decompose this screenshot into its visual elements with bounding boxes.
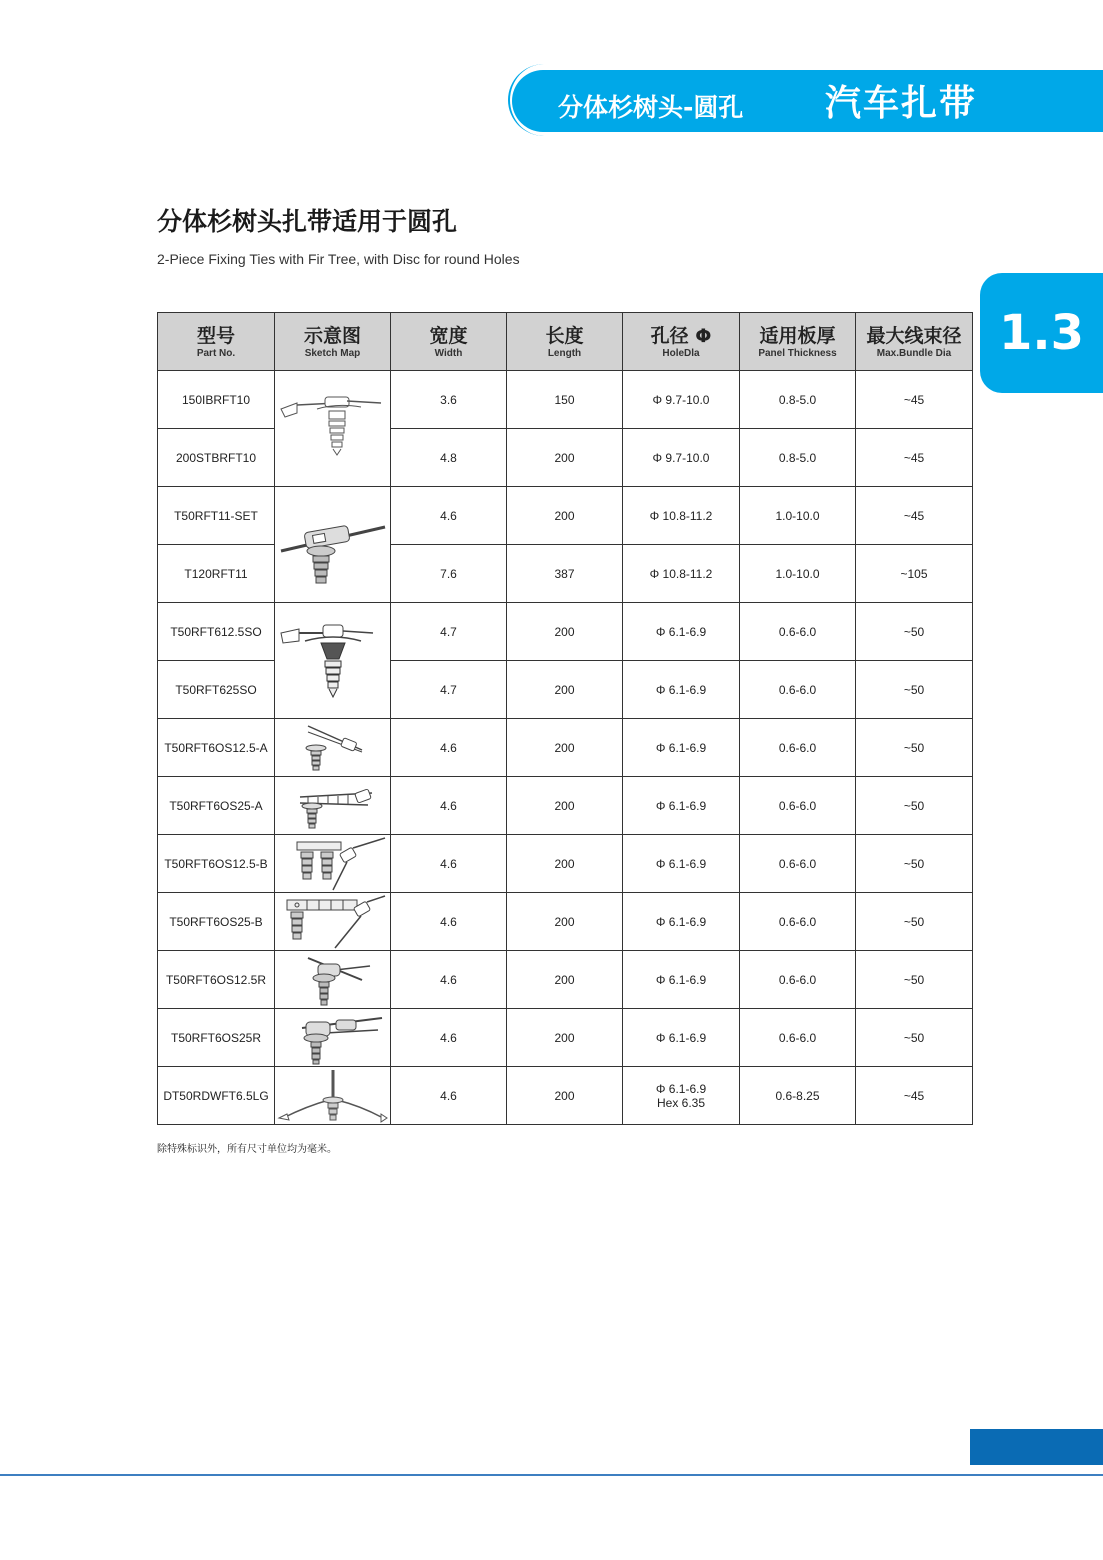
hole-dia-cell: Φ 6.1-6.9 <box>623 777 740 835</box>
length-cell: 200 <box>507 603 623 661</box>
part-no-cell: T50RFT625SO <box>158 661 275 719</box>
table-row <box>158 893 973 951</box>
length-cell: 200 <box>507 951 623 1009</box>
length-cell: 200 <box>507 835 623 893</box>
chapter-tab: 1.3 <box>980 273 1103 393</box>
hole-dia-cell: Φ 9.7-10.0 <box>623 371 740 429</box>
part-no-cell: T50RFT612.5SO <box>158 603 275 661</box>
bundle-dia-cell: ~45 <box>856 1067 973 1125</box>
bundle-dia-cell: ~45 <box>856 371 973 429</box>
length-cell: 150 <box>507 371 623 429</box>
panel-thickness-cell: 0.6-6.0 <box>740 1009 856 1067</box>
panel-thickness-cell: 0.6-6.0 <box>740 777 856 835</box>
hole-dia-cell: Φ 6.1-6.9 <box>623 1009 740 1067</box>
sketch-cell <box>275 951 391 1009</box>
panel-thickness-cell: 0.8-5.0 <box>740 429 856 487</box>
hole-dia-cell: Φ 6.1-6.9 <box>623 951 740 1009</box>
width-cell: 4.8 <box>391 429 507 487</box>
page-subtitle: 2-Piece Fixing Ties with Fir Tree, with Disc for round Holes <box>157 251 520 267</box>
hole-dia-cell: Φ 6.1-6.9 <box>623 893 740 951</box>
table-row <box>158 951 973 1009</box>
tie-sketch-image <box>277 836 389 892</box>
table-row <box>158 487 973 545</box>
panel-thickness-cell: 0.6-6.0 <box>740 719 856 777</box>
part-no-cell: T50RFT6OS25-B <box>158 893 275 951</box>
hole-hex-value: Hex 6.35 <box>656 1095 706 1110</box>
hole-dia-cell: Φ 10.8-11.2 <box>623 487 740 545</box>
bundle-dia-cell: ~50 <box>856 1009 973 1067</box>
sketch-cell <box>275 603 391 719</box>
spec-table <box>157 312 973 1125</box>
panel-thickness-cell: 0.6-6.0 <box>740 951 856 1009</box>
width-cell: 4.6 <box>391 719 507 777</box>
bundle-dia-cell: ~50 <box>856 835 973 893</box>
width-cell: 4.6 <box>391 777 507 835</box>
length-cell: 200 <box>507 487 623 545</box>
header-max-bundle-dia: 最大线束径 Max.Bundle Dia <box>856 313 973 371</box>
length-cell: 200 <box>507 719 623 777</box>
table-row <box>158 719 973 777</box>
part-no-cell: 150IBRFT10 <box>158 371 275 429</box>
panel-thickness-cell: 0.6-6.0 <box>740 603 856 661</box>
part-no-cell: T50RFT6OS25R <box>158 1009 275 1067</box>
hole-dia-cell <box>623 1067 740 1125</box>
footer-block <box>970 1429 1103 1465</box>
header-length: 长度 Length <box>507 313 623 371</box>
tie-sketch-image <box>277 493 389 597</box>
width-cell: 4.6 <box>391 835 507 893</box>
bundle-dia-cell: ~45 <box>856 429 973 487</box>
width-cell: 4.6 <box>391 951 507 1009</box>
length-cell: 387 <box>507 545 623 603</box>
hole-dia-cell: Φ 6.1-6.9 <box>623 719 740 777</box>
table-row <box>158 603 973 661</box>
tie-sketch-image <box>277 379 389 479</box>
width-cell: 3.6 <box>391 371 507 429</box>
sketch-cell <box>275 777 391 835</box>
tie-sketch-image <box>277 894 389 950</box>
footnote: 除特殊标识外，所有尺寸单位均为毫米。 <box>157 1144 337 1155</box>
page-title: 分体杉树头扎带适用于圆孔 <box>157 207 458 236</box>
sketch-cell <box>275 719 391 777</box>
table-header-row <box>158 313 973 371</box>
panel-thickness-cell: 0.8-5.0 <box>740 371 856 429</box>
header-hole-dia: 孔径 Φ HoleDla <box>623 313 740 371</box>
hole-dia-cell: Φ 6.1-6.9 <box>623 603 740 661</box>
part-no-cell: DT50RDWFT6.5LG <box>158 1067 275 1125</box>
bundle-dia-cell: ~50 <box>856 603 973 661</box>
table-row <box>158 777 973 835</box>
tie-sketch-image <box>277 609 389 713</box>
header-panel-thickness: 适用板厚 Panel Thickness <box>740 313 856 371</box>
width-cell: 4.7 <box>391 661 507 719</box>
panel-thickness-cell: 1.0-10.0 <box>740 545 856 603</box>
sketch-cell <box>275 835 391 893</box>
part-no-cell: T120RFT11 <box>158 545 275 603</box>
table-row <box>158 835 973 893</box>
sketch-cell <box>275 1067 391 1125</box>
tie-sketch-image <box>278 1010 388 1066</box>
width-cell: 4.6 <box>391 1067 507 1125</box>
panel-thickness-cell: 0.6-6.0 <box>740 893 856 951</box>
hole-dia-cell: Φ 9.7-10.0 <box>623 429 740 487</box>
part-no-cell: T50RFT6OS25-A <box>158 777 275 835</box>
sketch-cell <box>275 1009 391 1067</box>
length-cell: 200 <box>507 661 623 719</box>
width-cell: 7.6 <box>391 545 507 603</box>
hole-dia-cell: Φ 6.1-6.9 <box>623 661 740 719</box>
length-cell: 200 <box>507 429 623 487</box>
table-row <box>158 371 973 429</box>
hole-dia-cell: Φ 10.8-11.2 <box>623 545 740 603</box>
tie-sketch-image <box>278 722 388 774</box>
sketch-cell <box>275 893 391 951</box>
length-cell: 200 <box>507 777 623 835</box>
bundle-dia-cell: ~45 <box>856 487 973 545</box>
bundle-dia-cell: ~50 <box>856 777 973 835</box>
sketch-cell <box>275 487 391 603</box>
header-part-no: 型号 Part No. <box>158 313 275 371</box>
width-cell: 4.7 <box>391 603 507 661</box>
header-width: 宽度 Width <box>391 313 507 371</box>
part-no-cell: T50RFT6OS12.5R <box>158 951 275 1009</box>
width-cell: 4.6 <box>391 893 507 951</box>
part-no-cell: T50RFT11-SET <box>158 487 275 545</box>
width-cell: 4.6 <box>391 487 507 545</box>
hole-dia-cell: Φ 6.1-6.9 <box>623 835 740 893</box>
table-row <box>158 1067 973 1125</box>
footer-line <box>0 1474 1103 1476</box>
bundle-dia-cell: ~105 <box>856 545 973 603</box>
section-title: 汽车扎带 <box>825 83 978 124</box>
length-cell: 200 <box>507 1067 623 1125</box>
panel-thickness-cell: 1.0-10.0 <box>740 487 856 545</box>
length-cell: 200 <box>507 1009 623 1067</box>
bundle-dia-cell: ~50 <box>856 661 973 719</box>
panel-thickness-cell: 0.6-8.25 <box>740 1067 856 1125</box>
part-no-cell: T50RFT6OS12.5-B <box>158 835 275 893</box>
part-no-cell: T50RFT6OS12.5-A <box>158 719 275 777</box>
tie-sketch-image <box>277 1068 389 1124</box>
bundle-dia-cell: ~50 <box>856 951 973 1009</box>
section-subtitle: 分体杉树头-圆孔 <box>558 93 744 122</box>
sketch-cell <box>275 371 391 487</box>
part-no-cell: 200STBRFT10 <box>158 429 275 487</box>
tie-sketch-image <box>278 779 388 833</box>
length-cell: 200 <box>507 893 623 951</box>
width-cell: 4.6 <box>391 1009 507 1067</box>
panel-thickness-cell: 0.6-6.0 <box>740 835 856 893</box>
panel-thickness-cell: 0.6-6.0 <box>740 661 856 719</box>
header-sketch-map: 示意图 Sketch Map <box>275 313 391 371</box>
tie-sketch-image <box>278 952 388 1008</box>
bundle-dia-cell: ~50 <box>856 719 973 777</box>
hole-dia-value: Φ 6.1-6.9 <box>655 1081 707 1096</box>
bundle-dia-cell: ~50 <box>856 893 973 951</box>
table-row <box>158 1009 973 1067</box>
